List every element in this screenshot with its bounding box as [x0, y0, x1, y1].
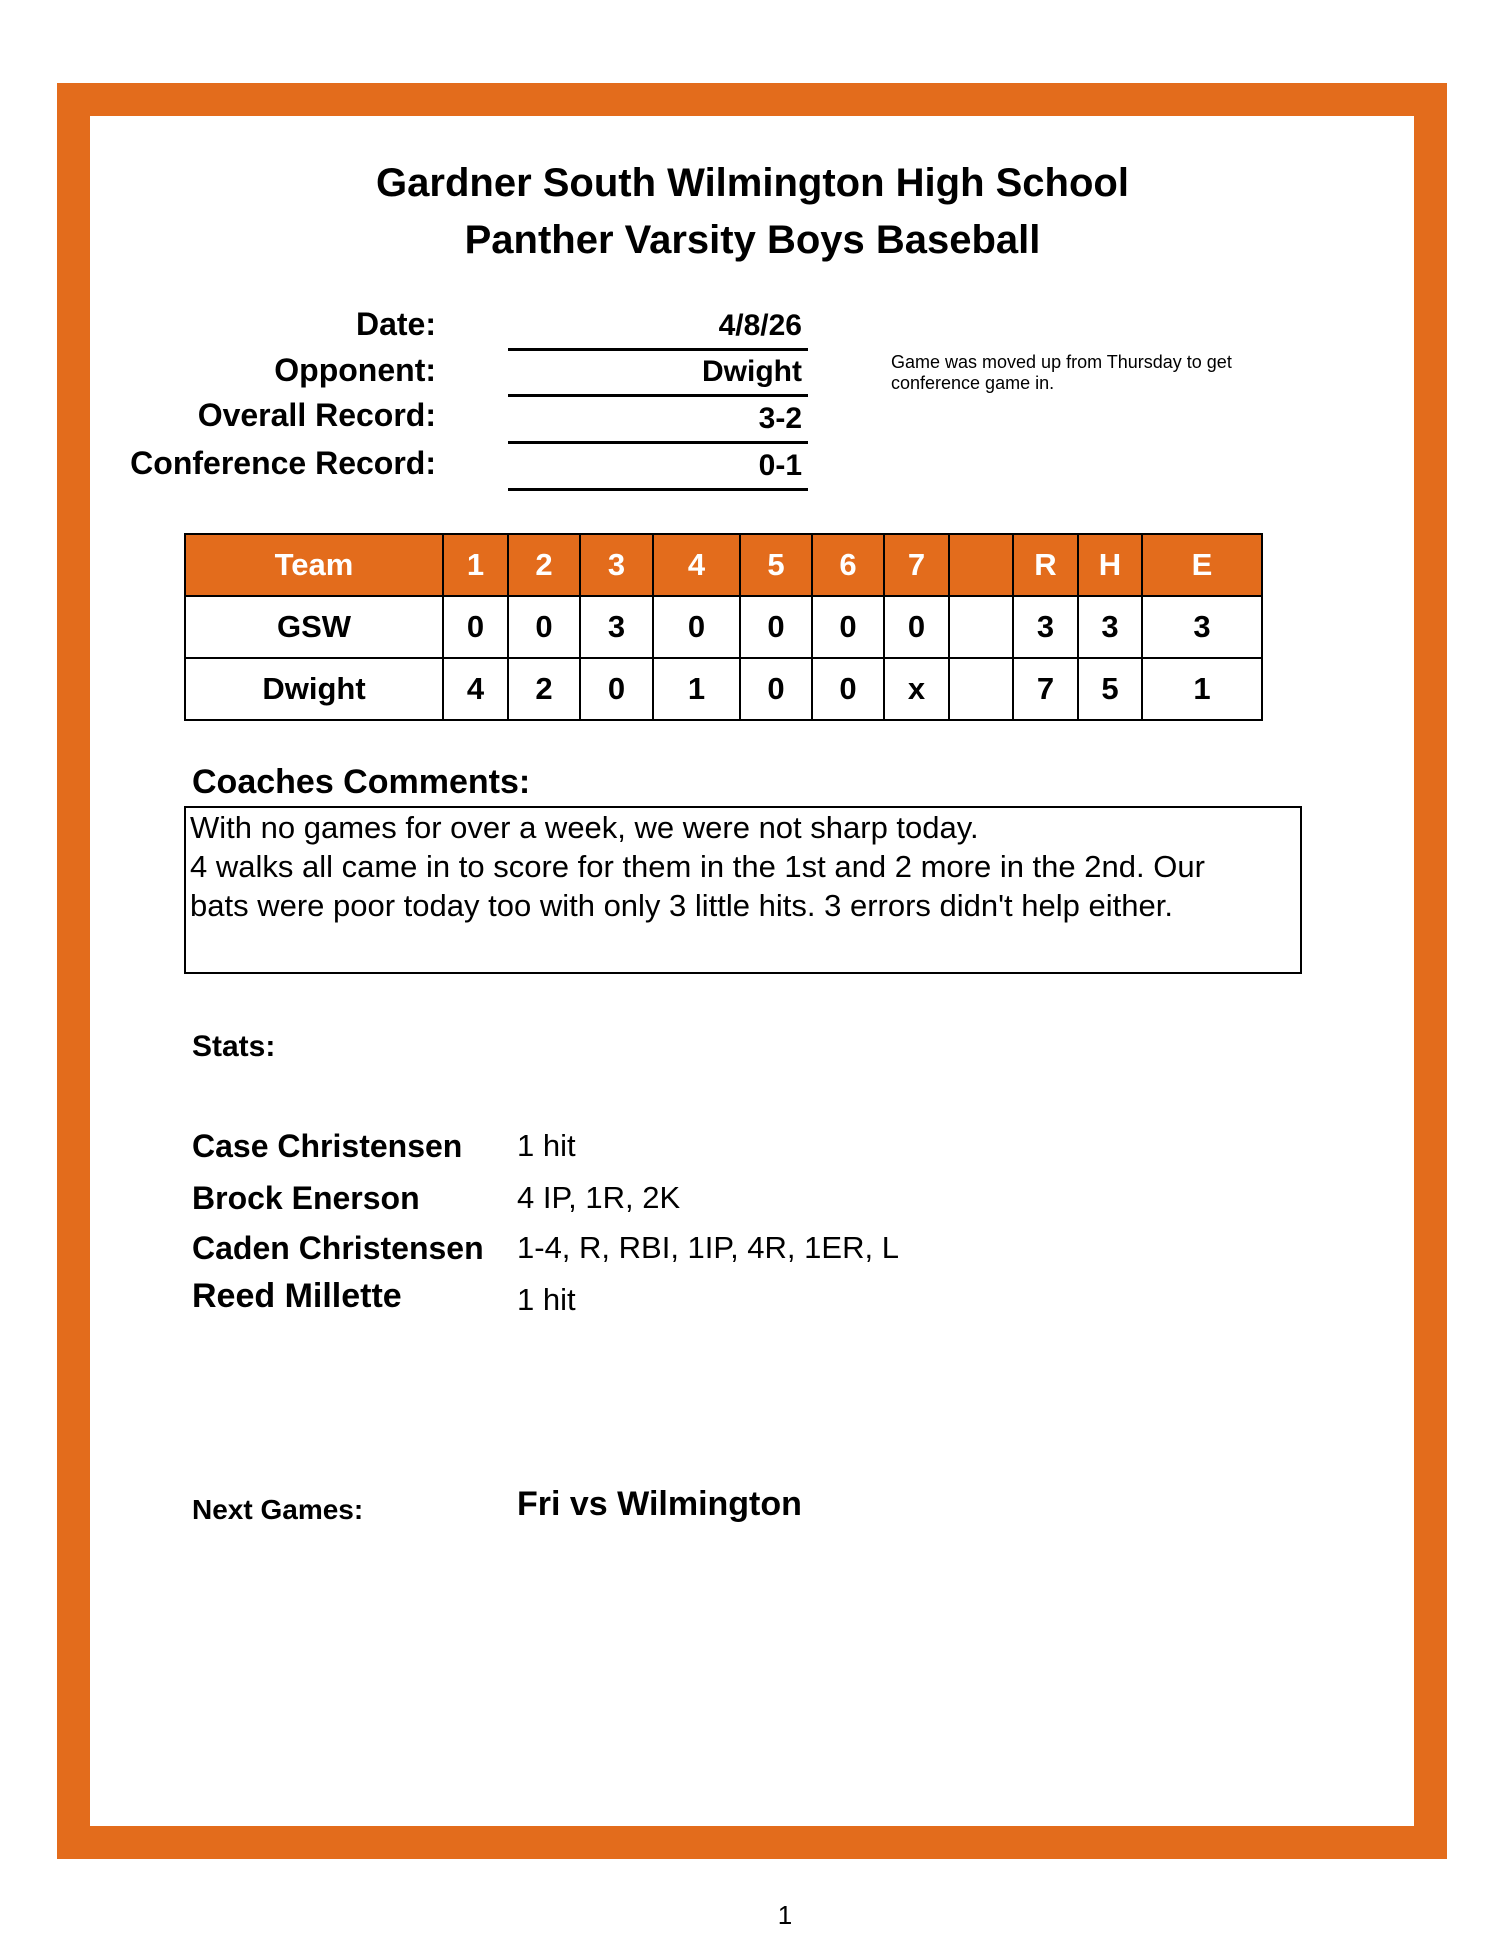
score-cell: 3 — [580, 596, 653, 658]
header-cell: Team — [185, 534, 443, 596]
overall-record-value: 3-2 — [508, 397, 808, 444]
player-stat-line: 1-4, R, RBI, 1IP, 4R, 1ER, L — [517, 1230, 899, 1265]
score-cell: 3 — [1142, 596, 1262, 658]
team-title: Panther Varsity Boys Baseball — [464, 218, 1041, 262]
date-label: Date: — [355, 306, 436, 342]
score-cell: 3 — [1013, 596, 1078, 658]
score-cell: 0 — [740, 658, 812, 720]
opponent-value: Dwight — [508, 350, 808, 397]
score-cell: 4 — [443, 658, 508, 720]
comment-line: With no games for over a week, we were not sharp today. — [190, 810, 979, 845]
score-cell: 1 — [653, 658, 740, 720]
player-name: Caden Christensen — [192, 1230, 484, 1266]
stat-row — [192, 1226, 1192, 1274]
player-name: Brock Enerson — [192, 1180, 420, 1216]
score-cell: 0 — [884, 596, 949, 658]
team-cell: GSW — [185, 596, 443, 658]
score-cell: 3 — [1078, 596, 1142, 658]
header-cell: 2 — [508, 534, 580, 596]
score-cell — [949, 596, 1013, 658]
player-name: Reed Millette — [192, 1277, 402, 1315]
score-cell: 0 — [508, 596, 580, 658]
score-cell: 0 — [812, 596, 884, 658]
player-stat-line: 1 hit — [517, 1282, 576, 1317]
scoreboard-header-row — [185, 534, 1262, 596]
player-name: Case Christensen — [192, 1128, 463, 1164]
score-cell: 0 — [740, 596, 812, 658]
date-value: 4/8/26 — [508, 304, 808, 351]
score-cell: 5 — [1078, 658, 1142, 720]
header-cell: 3 — [580, 534, 653, 596]
overall-record-label: Overall Record: — [197, 397, 436, 433]
header-cell: 6 — [812, 534, 884, 596]
score-cell: 7 — [1013, 658, 1078, 720]
header-cell: 1 — [443, 534, 508, 596]
stats-heading: Stats: — [192, 1030, 276, 1063]
comments-box — [184, 806, 1302, 974]
score-cell: 2 — [508, 658, 580, 720]
schedule-note: Game was moved up from Thursday to get conference game in. — [891, 352, 1232, 393]
stat-row — [192, 1176, 1192, 1224]
player-stat-line: 1 hit — [517, 1128, 576, 1163]
comments-heading: Coaches Comments: — [192, 763, 531, 801]
score-cell: 0 — [653, 596, 740, 658]
conference-record-value: 0-1 — [508, 444, 808, 491]
score-cell: 0 — [812, 658, 884, 720]
player-stat-line: 4 IP, 1R, 2K — [517, 1180, 681, 1215]
school-title: Gardner South Wilmington High School — [376, 161, 1129, 205]
header-cell: 5 — [740, 534, 812, 596]
comment-line: bats were poor today too with only 3 little hits. 3 errors didn't help either. — [190, 888, 1173, 923]
next-games-label: Next Games: — [192, 1494, 364, 1525]
header-cell: R — [1013, 534, 1078, 596]
team-cell: Dwight — [185, 658, 443, 720]
table-row — [185, 596, 1262, 658]
conference-record-label: Conference Record: — [130, 445, 436, 481]
score-cell: x — [884, 658, 949, 720]
score-cell: 1 — [1142, 658, 1262, 720]
opponent-label: Opponent: — [274, 352, 436, 388]
score-cell — [949, 658, 1013, 720]
header-cell: 4 — [653, 534, 740, 596]
header-cell: E — [1142, 534, 1262, 596]
header-cell — [949, 534, 1013, 596]
next-games-value: Fri vs Wilmington — [517, 1485, 802, 1523]
table-row — [185, 658, 1262, 720]
score-cell: 0 — [580, 658, 653, 720]
stat-row — [192, 1124, 1192, 1172]
header-cell: H — [1078, 534, 1142, 596]
score-cell: 0 — [443, 596, 508, 658]
scoreboard-table — [184, 533, 1263, 721]
stat-row — [192, 1274, 1192, 1322]
header-cell: 7 — [884, 534, 949, 596]
page-number: 1 — [777, 1900, 793, 1930]
comment-line: 4 walks all came in to score for them in the 1st and 2 more in the 2nd. Our — [190, 849, 1205, 884]
